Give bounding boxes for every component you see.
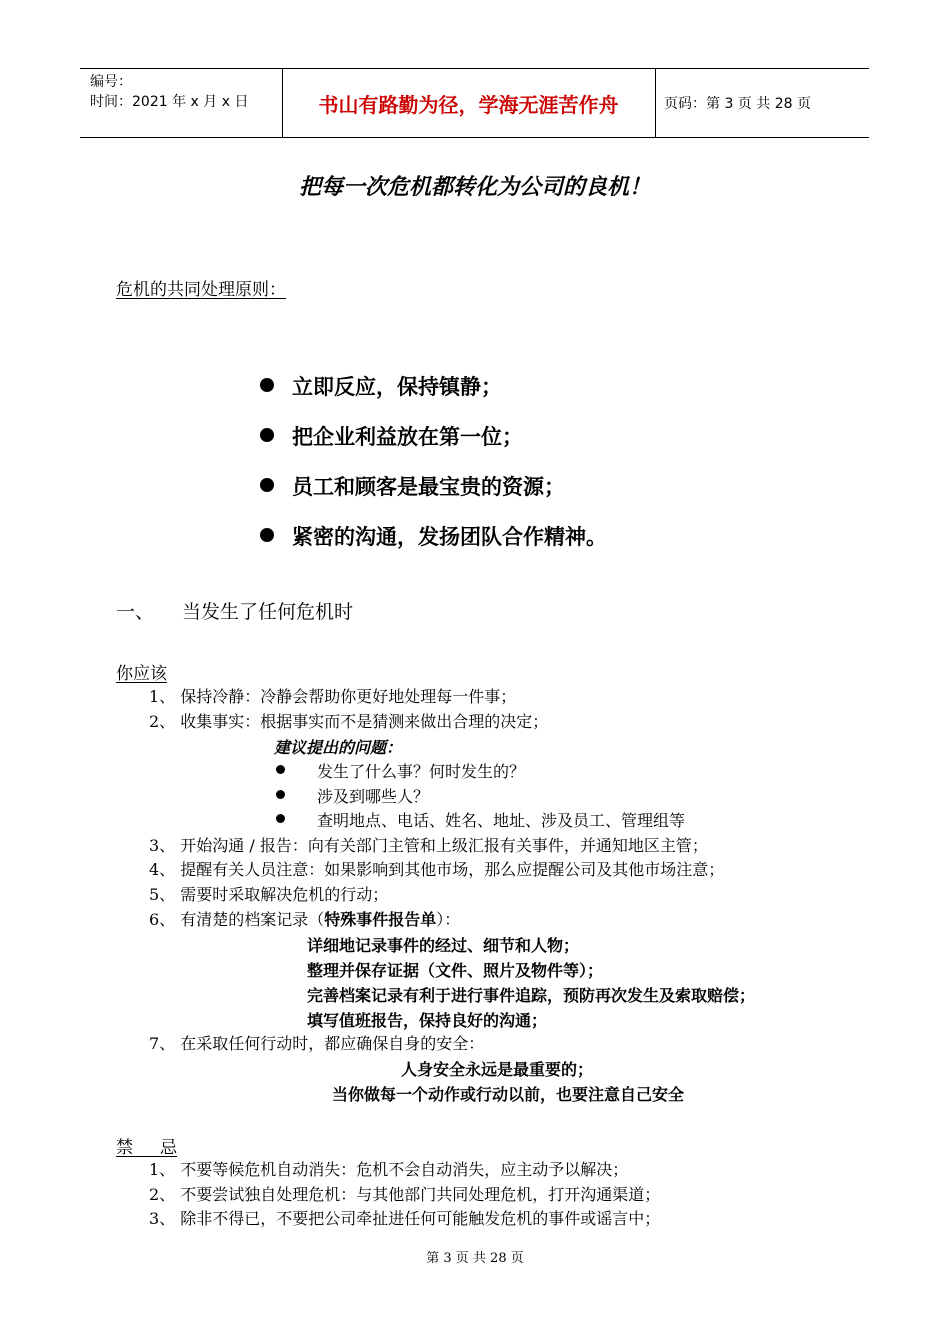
taboo-heading: 禁 忌 xyxy=(116,1138,178,1158)
principle-text: 把企业利益放在第一位； xyxy=(292,425,523,449)
bullet-icon xyxy=(276,765,285,774)
header-page-info: 页码：第 3 页 共 28 页 xyxy=(664,96,811,112)
header-meta xyxy=(90,72,248,112)
principle-text: 立即反应，保持镇静； xyxy=(292,375,502,399)
time-label: 时间：2021 年 x 月 x 日 xyxy=(90,94,249,110)
item-text: ）： xyxy=(436,910,461,929)
section-heading: 当发生了任何危机时 xyxy=(182,601,354,623)
page-title: 把每一次危机都转化为公司的良机！ xyxy=(298,174,651,200)
safety-item: 当你做每一个动作或行动以前，也要注意自己安全 xyxy=(331,1085,684,1104)
question-text: 发生了什么事？何时发生的？ xyxy=(317,762,526,781)
questions-heading: 建议提出的问题： xyxy=(274,738,403,757)
principles-heading: 危机的共同处理原则： xyxy=(116,280,286,300)
bullet-icon xyxy=(260,478,274,492)
record-item: 整理并保存证据（文件、照片及物件等）； xyxy=(307,961,604,980)
bullet-icon xyxy=(276,814,285,823)
header-motto: 书山有路勤为径，学海无涯苦作舟 xyxy=(318,92,619,117)
record-item: 详细地记录事件的经过、细节和人物； xyxy=(307,936,580,955)
principle-text: 紧密的沟通，发扬团队合作精神。 xyxy=(292,525,607,549)
question-item xyxy=(276,808,685,831)
principle-item xyxy=(260,371,502,401)
list-item: 2、 收集事实：根据事实而不是猜测来做出合理的决定； xyxy=(149,712,549,731)
taboo-item: 2、 不要尝试独自处理危机：与其他部门共同处理危机，打开沟通渠道； xyxy=(149,1185,661,1204)
taboo-item: 1、 不要等候危机自动消失：危机不会自动消失，应主动予以解决； xyxy=(149,1160,629,1179)
question-item xyxy=(276,759,525,782)
list-item: 3、 开始沟通 / 报告：向有关部门主管和上级汇报有关事件，并通知地区主管； xyxy=(149,836,708,855)
record-item: 完善档案记录有利于进行事件追踪，预防再次发生及索取赔偿； xyxy=(307,986,756,1005)
page-footer: 第 3 页 共 28 页 xyxy=(426,1251,524,1266)
principle-item xyxy=(260,471,565,501)
question-text: 查明地点、电话、姓名、地址、涉及员工、管理组等 xyxy=(317,811,686,830)
should-heading: 你应该 xyxy=(116,664,167,684)
principle-item xyxy=(260,421,523,451)
document-header xyxy=(80,68,869,138)
list-item xyxy=(149,907,460,930)
principle-text: 员工和顾客是最宝贵的资源； xyxy=(292,475,565,499)
record-item: 填写值班报告，保持良好的沟通； xyxy=(307,1011,548,1030)
bullet-icon xyxy=(260,528,274,542)
list-item: 4、 提醒有关人员注意：如果影响到其他市场，那么应提醒公司及其他市场注意； xyxy=(149,860,725,879)
question-text: 涉及到哪些人？ xyxy=(317,787,430,806)
list-item: 7、 在采取任何行动时，都应确保自身的安全： xyxy=(149,1034,485,1053)
taboo-item: 3、 除非不得已，不要把公司牵扯进任何可能触发危机的事件或谣言中； xyxy=(149,1209,661,1228)
list-item: 5、 需要时采取解决危机的行动； xyxy=(149,885,389,904)
number-label: 编号： xyxy=(90,74,132,90)
header-divider xyxy=(655,69,656,137)
principle-item xyxy=(260,521,607,551)
section-number: 一、 xyxy=(116,601,155,623)
safety-item: 人身安全永远是最重要的； xyxy=(400,1060,593,1079)
question-item xyxy=(276,784,429,807)
bullet-icon xyxy=(276,790,285,799)
bullet-icon xyxy=(260,428,274,442)
bullet-icon xyxy=(260,378,274,392)
item-text: 6、 有清楚的档案记录（ xyxy=(149,910,325,929)
list-item: 1、 保持冷静：冷静会帮助你更好地处理每一件事； xyxy=(149,687,517,706)
report-form-name: 特殊事件报告单 xyxy=(324,910,437,929)
